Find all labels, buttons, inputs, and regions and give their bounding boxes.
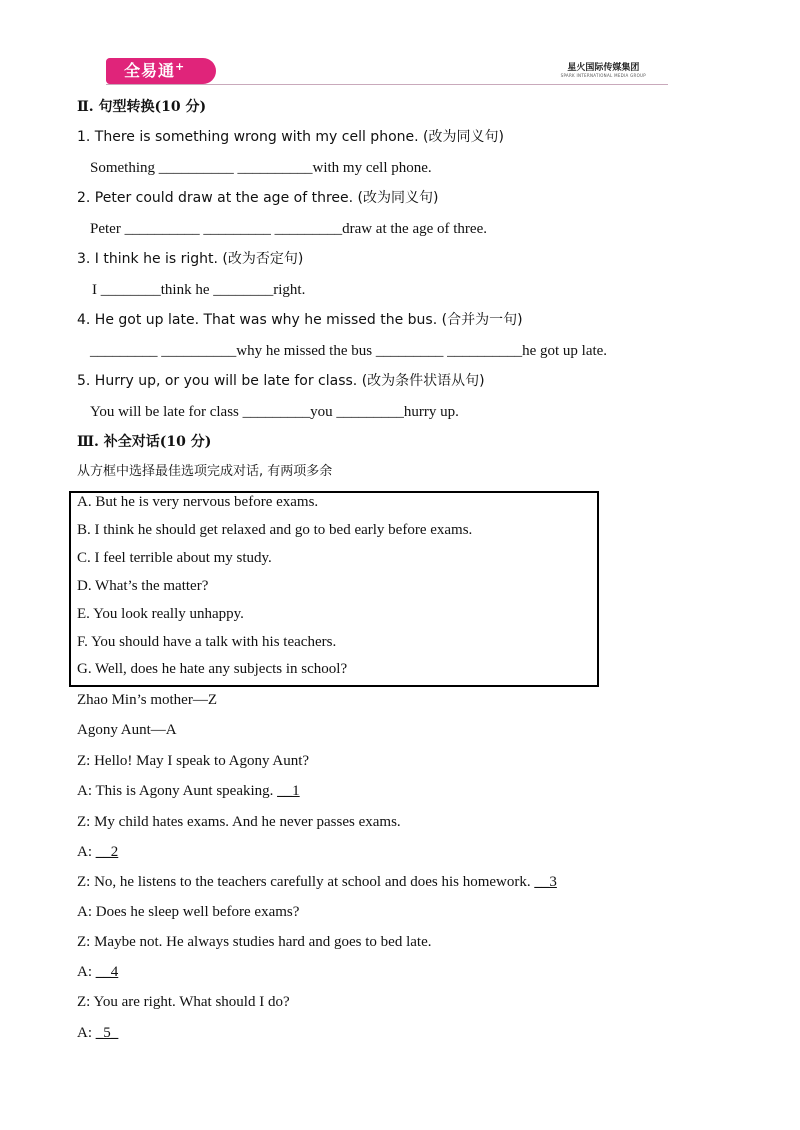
page-header: [76, 52, 668, 88]
dialogue-line-8: A: __4: [77, 964, 119, 980]
blank-3: __3: [534, 874, 557, 890]
logo-text: 全易通: [124, 61, 176, 80]
option-e: E. You look really unhappy.: [77, 606, 244, 622]
option-d: D. What’s the matter?: [77, 578, 209, 594]
section3-title: Ⅲ. 补全对话(10 分): [77, 434, 212, 450]
publisher-subtitle: SPARK INTERNATIONAL MEDIA GROUP: [560, 73, 646, 78]
options-box: [69, 491, 599, 687]
dialogue-line-2: A: This is Agony Aunt speaking. __1: [77, 783, 300, 799]
header-divider: [106, 84, 668, 85]
answer-line-4: _________ __________why he missed the bus _________ __________he got up late.: [90, 343, 608, 359]
dialogue-line-3: Z: My child hates exams. And he never passes exams.: [77, 814, 401, 830]
option-f: F. You should have a talk with his teachers.: [77, 634, 337, 650]
dialogue-line-9: Z: You are right. What should I do?: [77, 994, 290, 1010]
section2-title: Ⅱ. 句型转换(10 分): [77, 99, 207, 115]
role-a: Agony Aunt—A: [77, 722, 177, 738]
option-b: B. I think he should get relaxed and go to bed early before exams.: [77, 522, 473, 538]
question-3: 3. I think he is right. (改为否定句): [77, 251, 304, 267]
answer-line-5: You will be late for class _________you _________hurry up.: [90, 404, 459, 420]
publisher-name: [561, 60, 646, 78]
question-5: 5. Hurry up, or you will be late for class. (改为条件状语从句): [77, 373, 485, 389]
question-2: 2. Peter could draw at the age of three. (改为同义句): [77, 190, 439, 206]
dialogue-line-7: Z: Maybe not. He always studies hard and goes to bed late.: [77, 934, 432, 950]
blank-5: _5_: [95, 1025, 119, 1041]
answer-line-3: I ________think he ________right.: [92, 282, 306, 298]
blank-1: __1: [277, 783, 300, 799]
option-g: G. Well, does he hate any subjects in school?: [77, 661, 348, 677]
brand-logo: [106, 58, 216, 84]
option-c: C. I feel terrible about my study.: [77, 550, 272, 566]
question-1: 1. There is something wrong with my cell phone. (改为同义句): [77, 129, 504, 145]
dialogue-line-1: Z: Hello! May I speak to Agony Aunt?: [77, 753, 310, 769]
section3-instruction: 从方框中选择最佳选项完成对话, 有两项多余: [77, 464, 333, 479]
publisher-title: 星火国际传媒集团: [567, 63, 640, 73]
dialogue-line-4: A: __2: [77, 844, 119, 860]
logo-plus: +: [175, 60, 186, 73]
blank-2: __2: [95, 844, 119, 860]
dialogue-line-5: Z: No, he listens to the teachers carefully at school and does his homework. __3: [77, 874, 557, 890]
blank-4: __4: [95, 964, 119, 980]
dialogue-line-6: A: Does he sleep well before exams?: [77, 904, 300, 920]
dialogue-line-10: A: _5_: [77, 1025, 119, 1041]
question-4: 4. He got up late. That was why he missed the bus. (合并为一句): [77, 312, 523, 328]
answer-line-2: Peter __________ _________ _________draw at the age of three.: [90, 221, 487, 237]
option-a: A. But he is very nervous before exams.: [77, 494, 319, 510]
role-z: Zhao Min’s mother—Z: [77, 692, 217, 708]
answer-line-1: Something __________ __________with my cell phone.: [90, 160, 432, 176]
